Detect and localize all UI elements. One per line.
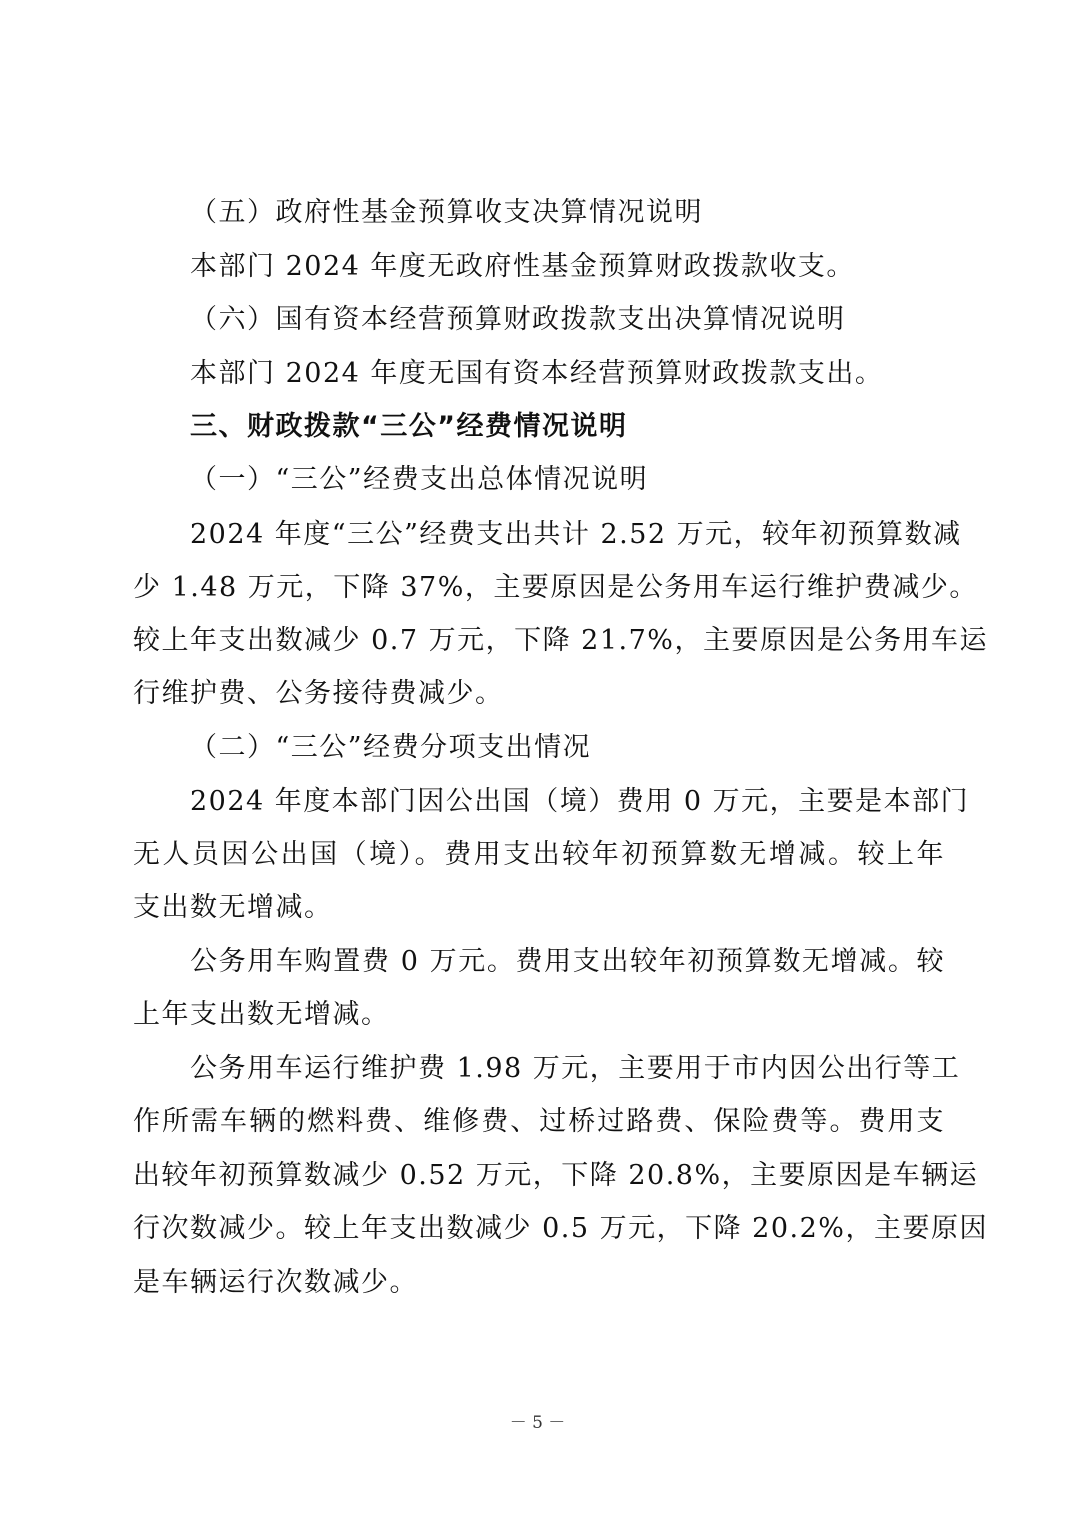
subsection-one-heading: （一）“三公”经费支出总体情况说明 <box>190 464 649 495</box>
section-six-heading: （六）国有资本经营预算财政拨款支出决算情况说明 <box>190 304 846 335</box>
paragraph-line: 少 1.48 万元，下降 37%，主要原因是公务用车运行维护费减少。 <box>133 572 978 603</box>
paragraph-line: 公务用车购置费 0 万元。费用支出较年初预算数无增减。较 <box>190 946 945 977</box>
subsection-two-heading: （二）“三公”经费分项支出情况 <box>190 732 592 763</box>
paragraph-line: 支出数无增减。 <box>133 892 333 923</box>
paragraph-line: 作所需车辆的燃料费、维修费、过桥过路费、保险费等。费用支 <box>133 1106 945 1137</box>
paragraph-line: 行次数减少。较上年支出数减少 0.5 万元，下降 20.2%，主要原因 <box>133 1213 988 1244</box>
section-six-text: 本部门 2024 年度无国有资本经营预算财政拨款支出。 <box>190 358 884 389</box>
paragraph-line: 出较年初预算数减少 0.52 万元，下降 20.8%，主要原因是车辆运 <box>133 1160 979 1191</box>
paragraph-line: 是车辆运行次数减少。 <box>133 1267 418 1298</box>
paragraph-line: 无人员因公出国（境）。费用支出较年初预算数无增减。较上年 <box>133 839 945 870</box>
paragraph-line: 2024 年度“三公”经费支出共计 2.52 万元，较年初预算数减 <box>190 519 962 550</box>
paragraph-line: 公务用车运行维护费 1.98 万元，主要用于市内因公出行等工 <box>190 1053 961 1084</box>
paragraph-line: 上年支出数无增减。 <box>133 999 390 1030</box>
page-number: － 5 － <box>509 1413 566 1433</box>
paragraph-line: 行维护费、公务接待费减少。 <box>133 678 504 709</box>
paragraph-line: 较上年支出数减少 0.7 万元，下降 21.7%，主要原因是公务用车运 <box>133 625 988 656</box>
section-five-text: 本部门 2024 年度无政府性基金预算财政拨款收支。 <box>190 251 855 282</box>
part-three-heading: 三、财政拨款“三公”经费情况说明 <box>190 411 628 442</box>
paragraph-line: 2024 年度本部门因公出国（境）费用 0 万元，主要是本部门 <box>190 786 970 817</box>
section-five-heading: （五）政府性基金预算收支决算情况说明 <box>190 197 703 228</box>
